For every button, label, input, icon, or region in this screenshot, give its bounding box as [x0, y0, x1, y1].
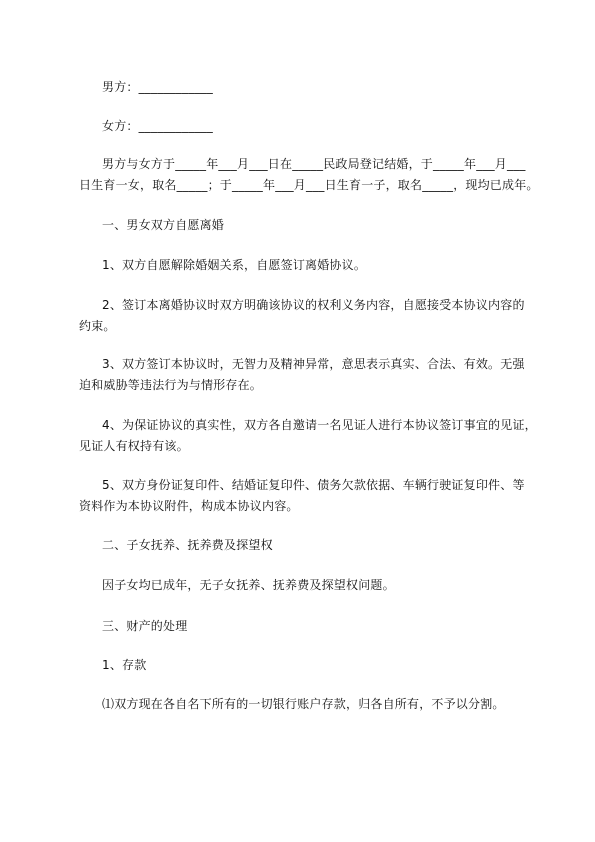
intro-line-1: 男方与女方于_____年___月___日在_____民政局登记结婚，于_____年___月___ — [102, 157, 526, 171]
section-1-item-2-line-2: 约束。 — [79, 319, 116, 333]
husband-line: 男方：____________ — [102, 80, 214, 94]
section-1-item-2-line-1: 2、签订本离婚协议时双方明确该协议的权利义务内容，自愿接受本协议内容的 — [102, 298, 525, 312]
intro-line-2: 日生育一女，取名_____；于_____年___月___日生育一子，取名_____，现均已成年。 — [79, 178, 539, 192]
section-3-deposits-item-1: ⑴双方现在各自名下所有的一切银行账户存款，归各自所有，不予以分割。 — [102, 697, 505, 711]
wife-line: 女方：____________ — [102, 119, 214, 133]
section-2-title: 二、子女抚养、抚养费及探望权 — [102, 538, 273, 552]
section-1-item-3-line-2: 迫和威胁等违法行为与情形存在。 — [79, 378, 263, 392]
section-3-subheading-deposits: 1、存款 — [102, 658, 147, 672]
section-2-text: 因子女均已成年，无子女抚养、抚养费及探望权问题。 — [102, 578, 395, 592]
section-1-item-5-line-2: 资料作为本协议附件，构成本协议内容。 — [79, 499, 299, 513]
section-1-item-1: 1、双方自愿解除婚姻关系，自愿签订离婚协议。 — [102, 258, 367, 272]
section-1-item-5-line-1: 5、双方身份证复印件、结婚证复印件、债务欠款依据、车辆行驶证复印件、等 — [102, 478, 525, 492]
section-1-item-4-line-1: 4、为保证协议的真实性，双方各自邀请一名见证人进行本协议签订事宜的见证， — [102, 418, 537, 432]
section-3-title: 三、财产的处理 — [102, 619, 188, 633]
section-1-item-3-line-1: 3、双方签订本协议时，无智力及精神异常，意思表示真实、合法、有效。无强 — [102, 357, 525, 371]
section-1-title: 一、男女双方自愿离婚 — [102, 218, 225, 232]
section-1-item-4-line-2: 见证人有权持有该。 — [79, 439, 189, 453]
